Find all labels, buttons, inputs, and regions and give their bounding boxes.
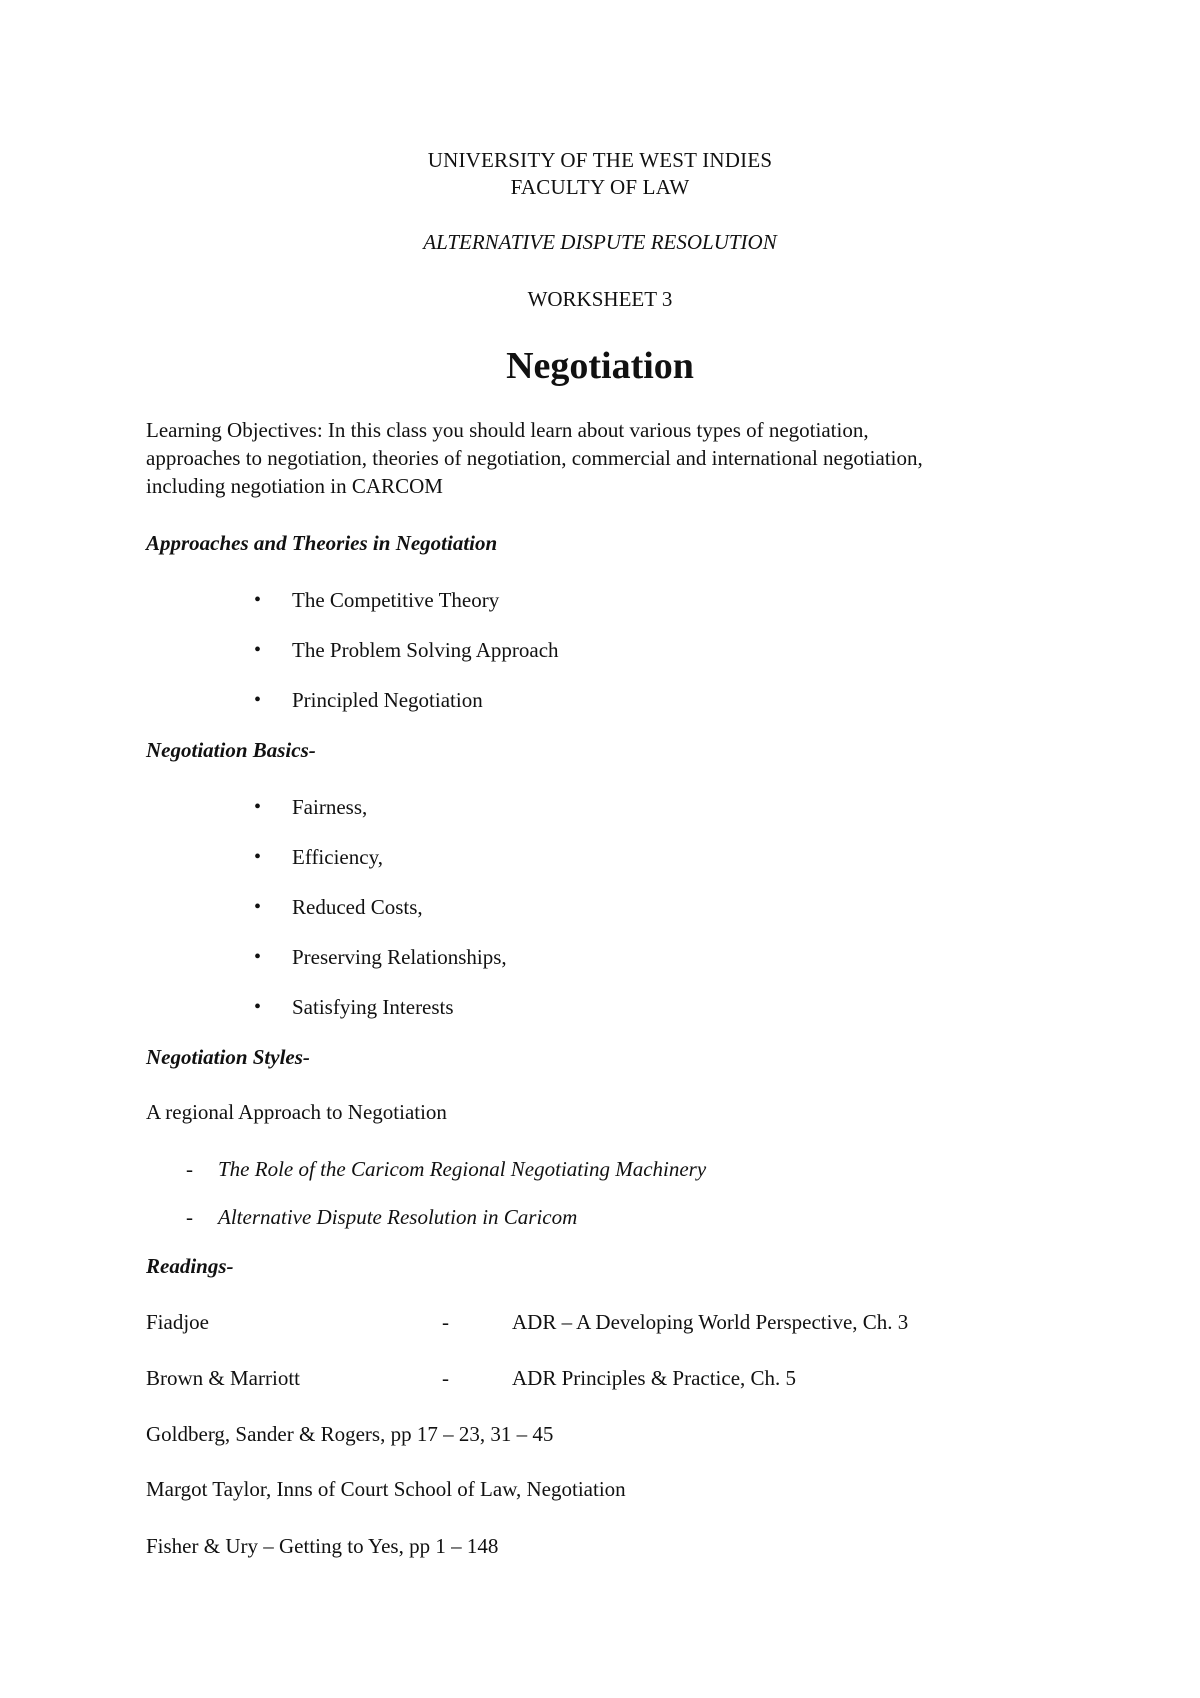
reading-separator: -: [442, 1366, 449, 1390]
bullet-icon: •: [254, 689, 262, 711]
list-item-label: Efficiency,: [292, 845, 383, 869]
university-name: UNIVERSITY OF THE WEST INDIES: [427, 148, 773, 172]
list-item-label: Principled Negotiation: [292, 688, 483, 712]
list-item-label: Fairness,: [292, 795, 368, 819]
worksheet-number: WORKSHEET 3: [527, 287, 673, 311]
bullet-icon: •: [254, 796, 262, 818]
reading-work: ADR – A Developing World Perspective, Ch. 3: [512, 1310, 909, 1334]
reading-row: [146, 1365, 1096, 1391]
objectives-line-1: Learning Objectives: In this class you should learn about various types of negotiation,: [146, 418, 869, 442]
reading-row: [146, 1309, 1096, 1335]
dash-marker: -: [186, 1157, 193, 1181]
list-item-label: Satisfying Interests: [292, 995, 454, 1019]
reading-author: Fiadjoe: [146, 1310, 209, 1334]
objectives-line-2: approaches to negotiation, theories of negotiation, commercial and international negotiation,: [146, 446, 923, 470]
bullet-icon: •: [254, 639, 262, 661]
reading-author: Brown & Marriott: [146, 1366, 300, 1390]
bullet-icon: •: [254, 589, 262, 611]
objectives-line-3: including negotiation in CARCOM: [146, 474, 443, 498]
faculty-name: FACULTY OF LAW: [510, 175, 690, 199]
page-title: Negotiation: [506, 345, 694, 387]
list-item-label: Alternative Dispute Resolution in Caricom: [218, 1205, 578, 1229]
list-item-label: The Competitive Theory: [292, 588, 500, 612]
bullet-icon: •: [254, 946, 262, 968]
reading-line: Margot Taylor, Inns of Court School of Law, Negotiation: [146, 1477, 626, 1501]
section-heading-basics: Negotiation Basics-: [146, 738, 316, 762]
section-heading-styles: Negotiation Styles-: [146, 1045, 310, 1069]
reading-work: ADR Principles & Practice, Ch. 5: [512, 1366, 797, 1390]
bullet-icon: •: [254, 896, 262, 918]
reading-line: Fisher & Ury – Getting to Yes, pp 1 – 148: [146, 1534, 499, 1558]
course-title: ALTERNATIVE DISPUTE RESOLUTION: [423, 230, 777, 254]
styles-intro: A regional Approach to Negotiation: [146, 1100, 447, 1124]
list-item-label: The Role of the Caricom Regional Negotiating Machinery: [218, 1157, 707, 1181]
reading-separator: -: [442, 1310, 449, 1334]
reading-line: Goldberg, Sander & Rogers, pp 17 – 23, 31 – 45: [146, 1422, 554, 1446]
list-item-label: Reduced Costs,: [292, 895, 423, 919]
bullet-icon: •: [254, 846, 262, 868]
section-heading-readings: Readings-: [146, 1254, 234, 1278]
list-item-label: The Problem Solving Approach: [292, 638, 559, 662]
dash-marker: -: [186, 1205, 193, 1229]
section-heading-approaches: Approaches and Theories in Negotiation: [146, 531, 498, 555]
list-item-label: Preserving Relationships,: [292, 945, 507, 969]
bullet-icon: •: [254, 996, 262, 1018]
